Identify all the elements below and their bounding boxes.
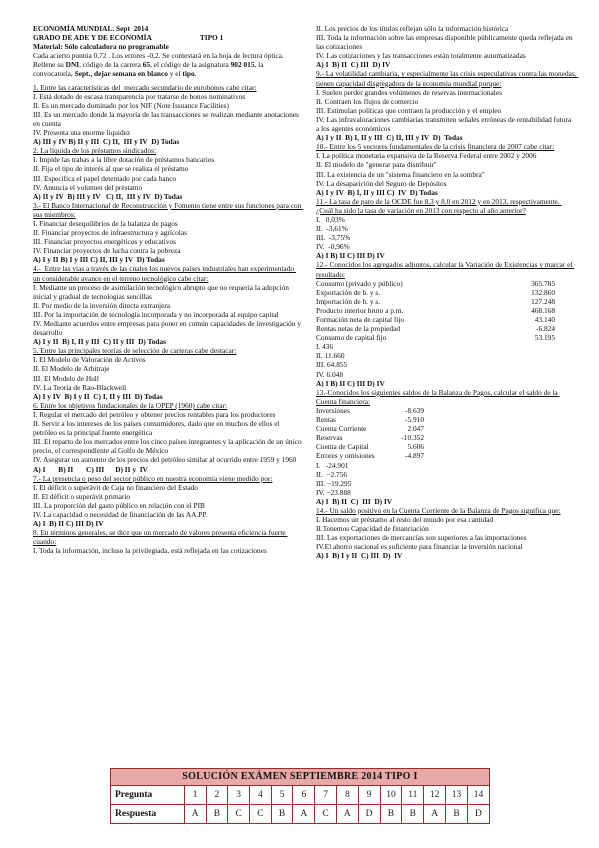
answer-choices: A) III y IV B) II y III C) II, III y IV D) Todas [33, 137, 180, 147]
option: II. Es un mercado dominado por los NIF (Note Issuance Facilities) [33, 100, 229, 110]
option: IV. Las infravaloraciones cambiarias transmiten señales erróneas de rentabilidad futura a los agentes económicos [316, 114, 575, 134]
option: III. −19.295 [316, 478, 352, 488]
option: II. Contraen los flujos de comercio [316, 96, 419, 106]
answer-choices: A) I y IV B) I y II C) I, II y III D) Todas [33, 391, 163, 401]
answer-choices: A) I B) II C) III D) IV [316, 496, 393, 506]
option: IV. La capacidad o necesidad de financiación de las AA.PP. [33, 509, 208, 519]
answer-choices: A) I B) II C) III D) IV [316, 378, 385, 388]
option: III. Especifica el papel detentado por cada banco [33, 173, 177, 183]
option: III. Las exportaciones de mercancías son superiores a las importaciones [316, 533, 527, 543]
table-row: Rentas -5.910 [316, 415, 424, 425]
question-title: 9.- La volatilidad cambiaria, y especialmente las crisis especulativas contra las monedas, tienen capacidad disgregadora de la economía mundial porque: [316, 69, 579, 88]
question-number-cell: 8 [336, 785, 358, 804]
row-label-pregunta: Pregunta [111, 785, 185, 804]
option: I. Impide las trabas a la libre dotación de préstamos bancarios [33, 155, 215, 165]
question-title: 11.- La tasa de paro de la OCDE fue 8,3 y 8,0 en 2012 y en 2013, respectivamente. ¿Cuál ha sido la tasa de variación en 2013 con respecto al año anterior? [316, 196, 562, 215]
option: IV. Las cotizaciones y las transacciones están totalmente automatizadas [316, 51, 526, 61]
question-6 [33, 401, 303, 474]
option: I. Suelen perder grandes volúmenes de reservas internacionales [316, 87, 502, 97]
table-row: Cuenta Corriente 2.047 [316, 424, 424, 434]
question-title: 10.- Entre los 5 vectores fundamentales de la crisis financiera de 2007 cabe citar: [316, 142, 555, 152]
option: I. Financiar desequilibrios de la balanza de pagos [33, 218, 178, 228]
answer-cell: B [446, 804, 468, 823]
answer-choices: A) I B) II C) III D) II y IV [33, 464, 148, 474]
table-row: Inversiones -8.639 [316, 405, 424, 415]
question-title: 3.- El Banco Internacional de Reconstrucción y Fomento tiene entre sus funciones para con sus miembros: [33, 200, 304, 219]
solution-title: SOLUCIÓN EXÁMEN SEPTIEMBRE 2014 TIPO I [111, 769, 490, 786]
question-number-cell: 4 [250, 785, 272, 804]
option: I. Regular el mercado del petróleo y obtener precios rentables para los productores [33, 409, 276, 419]
option: IV. Anuncia el volumen del préstamo [33, 182, 143, 192]
answer-choices: A) I y II B) I y III C) II, III y IV D) Todas [33, 255, 165, 265]
answer-choices: A) I B) II C) III D) IV [33, 519, 104, 529]
answer-cell: A [424, 804, 446, 823]
table-row: Exportación de b. y s. 132.860 [316, 287, 555, 297]
option: I. Está dotado de escasa transparencia por tratarse de bonos nominativos [33, 91, 246, 101]
option: III. 64.855 [316, 360, 348, 370]
table-row: Reservas -10.352 [316, 433, 424, 443]
option: II. −2.756 [316, 469, 348, 479]
question-12 [316, 260, 578, 387]
answer-cell: B [206, 804, 228, 823]
option: III. El Modelo de Hull [33, 373, 99, 383]
table-row: Consumo (privado y público) 365.785 [316, 278, 555, 288]
option: III. Es un mercado donde la mayoría de las transacciones se realizan mediante anotaciones en cuenta [33, 109, 301, 128]
option: III. Por la importación de tecnología incorporada y no incorporada al equipo capital [33, 309, 279, 319]
question-title: 2. La líquida de los préstamos sindicados: [33, 146, 156, 156]
option: IV. −23.888 [316, 487, 351, 497]
question-title: 8. En términos generales, se dice que un mercado de valores presenta eficiencia fuerte cuando: [33, 528, 288, 547]
question-13 [316, 388, 578, 506]
exam-degree: GRADO DE ADE Y DE ECONOMÍA TIPO 1 [33, 33, 224, 43]
question-1 [33, 83, 303, 147]
question-8-continued [316, 24, 578, 69]
question-number-cell: 10 [380, 785, 402, 804]
option: II. Los precios de los títulos reflejan sólo la información histórica [316, 24, 509, 33]
solution-table [110, 768, 490, 824]
question-number-cell: 6 [293, 785, 315, 804]
question-number-cell: 13 [446, 785, 468, 804]
option: II. El déficit o superávit primario [33, 491, 131, 501]
question-2 [33, 146, 303, 201]
option: I. 0,03% [316, 214, 345, 224]
table-row: Producto interior bruto a p.m. 468.168 [316, 305, 555, 315]
question-title: 12.- Conocidos los agregados adjuntos, calcular la Variación de Existencias y marcar el resultado: [316, 260, 575, 279]
answer-cell: A [293, 804, 315, 823]
option: II. El modelo de "generar para distribuir" [316, 160, 437, 170]
table-row: Consumo de capital fijo 53.195 [316, 333, 555, 343]
option: II. Fija el tipo de interés al que se realiza el préstamo [33, 164, 189, 174]
option: I. La política monetaria expansiva de la Reserva Federal entre 2002 y 2006 [316, 151, 537, 161]
answer-cell: C [228, 804, 250, 823]
option: I. El Modelo de Valoración de Activos [33, 355, 146, 365]
question-title: 1. Entre las características del mercado secundario de eurobonos cabe citar: [33, 82, 257, 92]
option: III. Toda la información sobre las empresas disponible públicamente queda reflejada en las cotizaciones [316, 33, 575, 52]
exam-instructions: Cada acierto puntúa 0,72 . Los errores -0,2. Se contestará en la hoja de lectura óptica. Rellene su DNI, código de la carrera 65, el código de la asignatura 902 015, la convocatoria, Sept., dejar semana en blanco y el tipo. [33, 51, 286, 79]
left-column [33, 24, 303, 555]
question-number-cell: 12 [424, 785, 446, 804]
option: III. -3,75% [316, 233, 351, 243]
answer-cell: D [358, 804, 380, 823]
question-title: 4.- Entre las vías a través de las cuales los nuevos países industriales han experimentado un considerable avance en el terreno tecnológico cabe citar: [33, 264, 296, 283]
answer-choices: A) I y IV B) I, II y III C) IV D) Todas [316, 187, 438, 197]
question-3 [33, 201, 303, 265]
option: IV. Presenta una enorme liquidez [33, 128, 131, 138]
exam-title: ECONOMÍA MUNDIAL. Sept 2014 [33, 24, 149, 33]
aggregates-table [316, 279, 555, 343]
option: IV. La Teoría de Rao-Blackwell [33, 382, 127, 392]
answer-cell: B [380, 804, 402, 823]
question-4 [33, 264, 303, 346]
question-10 [316, 142, 578, 197]
option: IV. La desaparición del Seguro de Depósitos [316, 178, 447, 188]
question-number-cell: 14 [467, 785, 489, 804]
question-title: 14.- Un saldo positivo en la Cuenta Corriente de la Balanza de Pagos significa que: [316, 505, 561, 515]
option: II. 11.660 [316, 351, 345, 361]
option: II.Tenemos Capacidad de financiación [316, 524, 429, 534]
option: IV. -0,96% [316, 242, 350, 252]
question-title: 6. Entre los objetivos fundacionales de la OPEP (1960) cabe citar: [33, 400, 228, 410]
question-title: 13.-Conocidos los siguientes saldos de la Balanza de Pagos, calcular el saldo de la Cuenta financiera: [316, 387, 560, 406]
answer-choices: A) I y II B) I, II y III C) II, III y IV D) Todas [316, 133, 463, 143]
answer-choices: A) I B) II C) III D) IV [316, 251, 385, 261]
row-label-respuesta: Respuesta [111, 804, 185, 823]
question-7 [33, 474, 303, 529]
question-number-cell: 7 [315, 785, 337, 804]
table-row: Importación de b. y s. 127.248 [316, 296, 555, 306]
question-number-cell: 5 [271, 785, 293, 804]
table-row: Cuenta de Capital 5.606 [316, 442, 424, 452]
question-11 [316, 197, 578, 261]
question-8 [33, 528, 303, 555]
question-number-cell: 3 [228, 785, 250, 804]
option: IV. Financiar proyectos de lucha contra la pobreza [33, 246, 181, 256]
option: I. El déficit o superávit de Caja no financiero del Estado [33, 482, 198, 492]
exam-material: Material: Sólo calculadora no programable [33, 42, 169, 52]
question-title: 5. Entre las principales teorías de selección de carteras cabe destacar: [33, 346, 237, 356]
option: III. La proporción del gasto público en relación con el PIB [33, 500, 205, 510]
answer-cell: A [184, 804, 206, 823]
answer-cell: B [402, 804, 424, 823]
option: III. El reparto de los mercados entre los cinco países integrantes y la aplicación de un único precio, el correspondiente al Golfo de México [33, 437, 304, 456]
answer-row [111, 804, 490, 823]
question-number-cell: 1 [184, 785, 206, 804]
option: II. -3,61% [316, 224, 348, 234]
option: III. La existencia de un "sistema financiero en la sombra" [316, 169, 485, 179]
option: IV.El ahorro nacional es suficiente para financiar la inversión nacional [316, 542, 523, 552]
question-number-cell: 9 [358, 785, 380, 804]
answer-cell: D [467, 804, 489, 823]
right-column [316, 24, 578, 561]
option: I. -24.901 [316, 460, 349, 470]
answer-cell: B [271, 804, 293, 823]
question-14 [316, 506, 578, 561]
question-number-cell: 2 [206, 785, 228, 804]
question-number-row [111, 785, 490, 804]
option: II. Servir a los intereses de los países consumidores, dado que en muchos de ellos el petróleo es la principal fuente energética [33, 419, 282, 438]
question-5 [33, 346, 303, 401]
answer-choices: A) II y IV B) III y IV C) II, III y IV D) Todas [33, 191, 183, 201]
option: I. Mediante un proceso de asimilación tecnológico abrupto que no requería la adopción inicial y gradual de tecnologías sencillas [33, 282, 291, 301]
answer-choices: A) I B) II C) III D) IV [316, 60, 391, 70]
option: III. Estimulan políticas que contraen la producción y el empleo [316, 105, 502, 115]
question-title: 7.- La presencia o peso del sector público en nuestra economía viene medido por: [33, 473, 273, 483]
table-row: Rentas netas de la propiedad -6.824 [316, 324, 555, 334]
table-row: Formación neta de capital fijo 43.140 [316, 315, 555, 324]
answer-choices: A) I y II B) I, II y III C) II y III D) Todas [33, 337, 167, 347]
option: I. Toda la información, incluso la privilegiada, está reflejada en las cotizaciones [33, 546, 267, 556]
option: II. El Modelo de Arbitraje [33, 364, 110, 374]
option: IV. 6.048 [316, 369, 343, 379]
option: II. Por medio de la inversión directa extranjera [33, 300, 171, 310]
question-9 [316, 69, 578, 142]
option: I. Hacemos un préstamo al resto del mundo por esa cantidad [316, 515, 494, 525]
option: II. Financiar proyectos de infraestructura y agrícolas [33, 228, 187, 238]
answer-cell: C [315, 804, 337, 823]
answer-choices: A) I B) I y II C) III D) IV [316, 551, 403, 561]
answer-cell: A [336, 804, 358, 823]
table-row: Errores y omisiones -4.897 [316, 451, 424, 461]
option: III. Financiar proyectos energéticos y educativos [33, 237, 177, 247]
balance-table [316, 406, 424, 461]
option: IV. Mediante acuerdos entre empresas para poner en común capacidades de investigación y desarrollo [33, 319, 303, 338]
exam-type: TIPO 1 [199, 33, 224, 43]
question-number-cell: 11 [402, 785, 424, 804]
option: I. 436 [316, 342, 334, 352]
answer-cell: C [250, 804, 272, 823]
option: IV. Asegurar un aumento de los precios del petróleo similar al ocurrido entre 1959 y 1960 [33, 455, 297, 465]
